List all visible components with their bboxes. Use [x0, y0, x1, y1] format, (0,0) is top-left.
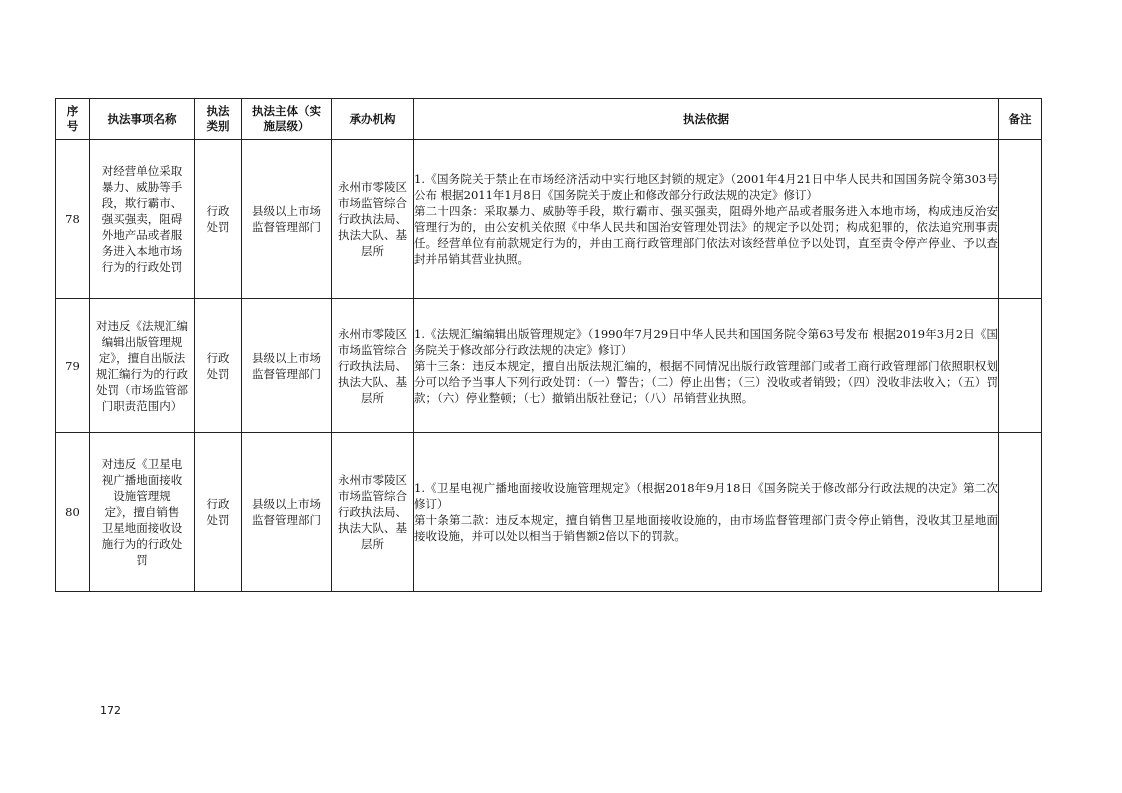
header-category: 执法类别 [195, 99, 242, 140]
row-remark [999, 140, 1042, 299]
header-name: 执法事项名称 [90, 99, 195, 140]
header-remark: 备注 [999, 99, 1042, 140]
row-agency: 永州市零陵区市场监管综合行政执法局、执法大队、基层所 [332, 140, 414, 299]
row-basis-text: 1.《卫星电视广播地面接收设施管理规定》（根据2018年9月18日《国务院关于修改部分行政法规的决定》第二次修订） 第十条第二款：违反本规定，擅自销售卫星地面接收设施的，由市场监督管理部门责令停止销售，没收其卫星地面接收设施，并可以处以相当于销售额2倍以下的罚款。 [414, 481, 998, 543]
row-item-name: 对违反《法规汇编编辑出版管理规定》，擅自出版法规汇编行为的行政处罚（市场监管部门职责范围内） [90, 299, 195, 433]
row-seq: 80 [56, 433, 90, 592]
row-subject: 县级以上市场监督管理部门 [242, 433, 332, 592]
row-seq: 78 [56, 140, 90, 299]
table-row [56, 140, 1042, 299]
row-subject: 县级以上市场监督管理部门 [242, 299, 332, 433]
row-seq: 79 [56, 299, 90, 433]
row-remark [999, 433, 1042, 592]
header-subject: 执法主体（实施层级） [242, 99, 332, 140]
row-remark [999, 299, 1042, 433]
header-agency: 承办机构 [332, 99, 414, 140]
header-basis: 执法依据 [414, 99, 999, 140]
page-number: 172 [100, 704, 121, 717]
row-agency: 永州市零陵区市场监管综合行政执法局、执法大队、基层所 [332, 299, 414, 433]
row-basis-text: 1.《法规汇编编辑出版管理规定》（1990年7月29日中华人民共和国国务院令第63号发布 根据2019年3月2日《国务院关于修改部分行政法规的决定》修订） 第十三条：违反本规定，擅自出版法规汇编的，根据不同情况出版行政管理部门或者工商行政管理部门依照职权划分可以给予当事人下列行政处罚：（一）警告；（二）停止出售；（三）没收或者销毁；（四）没收非法收入；（五）罚款；（六）停业整顿；（七）撤销出版社登记；（八）吊销营业执照。 [414, 326, 998, 405]
row-category: 行政处罚 [195, 433, 242, 592]
law-enforcement-table [55, 98, 1042, 592]
row-basis-text: 1.《国务院关于禁止在市场经济活动中实行地区封锁的规定》（2001年4月21日中华人民共和国国务院令第303号公布 根据2011年1月8日《国务院关于废止和修改部分行政法规的决定》修订） 第二十四条：采取暴力、威胁等手段，欺行霸市、强买强卖，阻碍外地产品或者服务进入本地市场，构成违反治安管理行为的，由公安机关依照《中华人民共和国治安管理处罚法》的规定予以处罚；构成犯罪的，依法追究刑事责任。经营单位有前款规定行为的，并由工商行政管理部门依法对该经营单位予以处罚，直至责令停产停业、予以查封并吊销其营业执照。 [414, 172, 998, 266]
row-category: 行政处罚 [195, 140, 242, 299]
table-row [56, 299, 1042, 433]
row-item-name: 对经营单位采取暴力、威胁等手段，欺行霸市、强买强卖，阻碍外地产品或者服务进入本地市场行为的行政处罚 [90, 140, 195, 299]
row-agency: 永州市零陵区市场监管综合行政执法局、执法大队、基层所 [332, 433, 414, 592]
row-basis [414, 433, 999, 592]
row-basis [414, 140, 999, 299]
header-seq: 序号 [56, 99, 90, 140]
table-row [56, 433, 1042, 592]
row-item-name: 对违反《卫星电视广播地面接收设施管理规定》，擅自销售卫星地面接收设施行为的行政处罚 [90, 433, 195, 592]
table-header-row [56, 99, 1042, 140]
row-subject: 县级以上市场监督管理部门 [242, 140, 332, 299]
row-category: 行政处罚 [195, 299, 242, 433]
row-basis [414, 299, 999, 433]
